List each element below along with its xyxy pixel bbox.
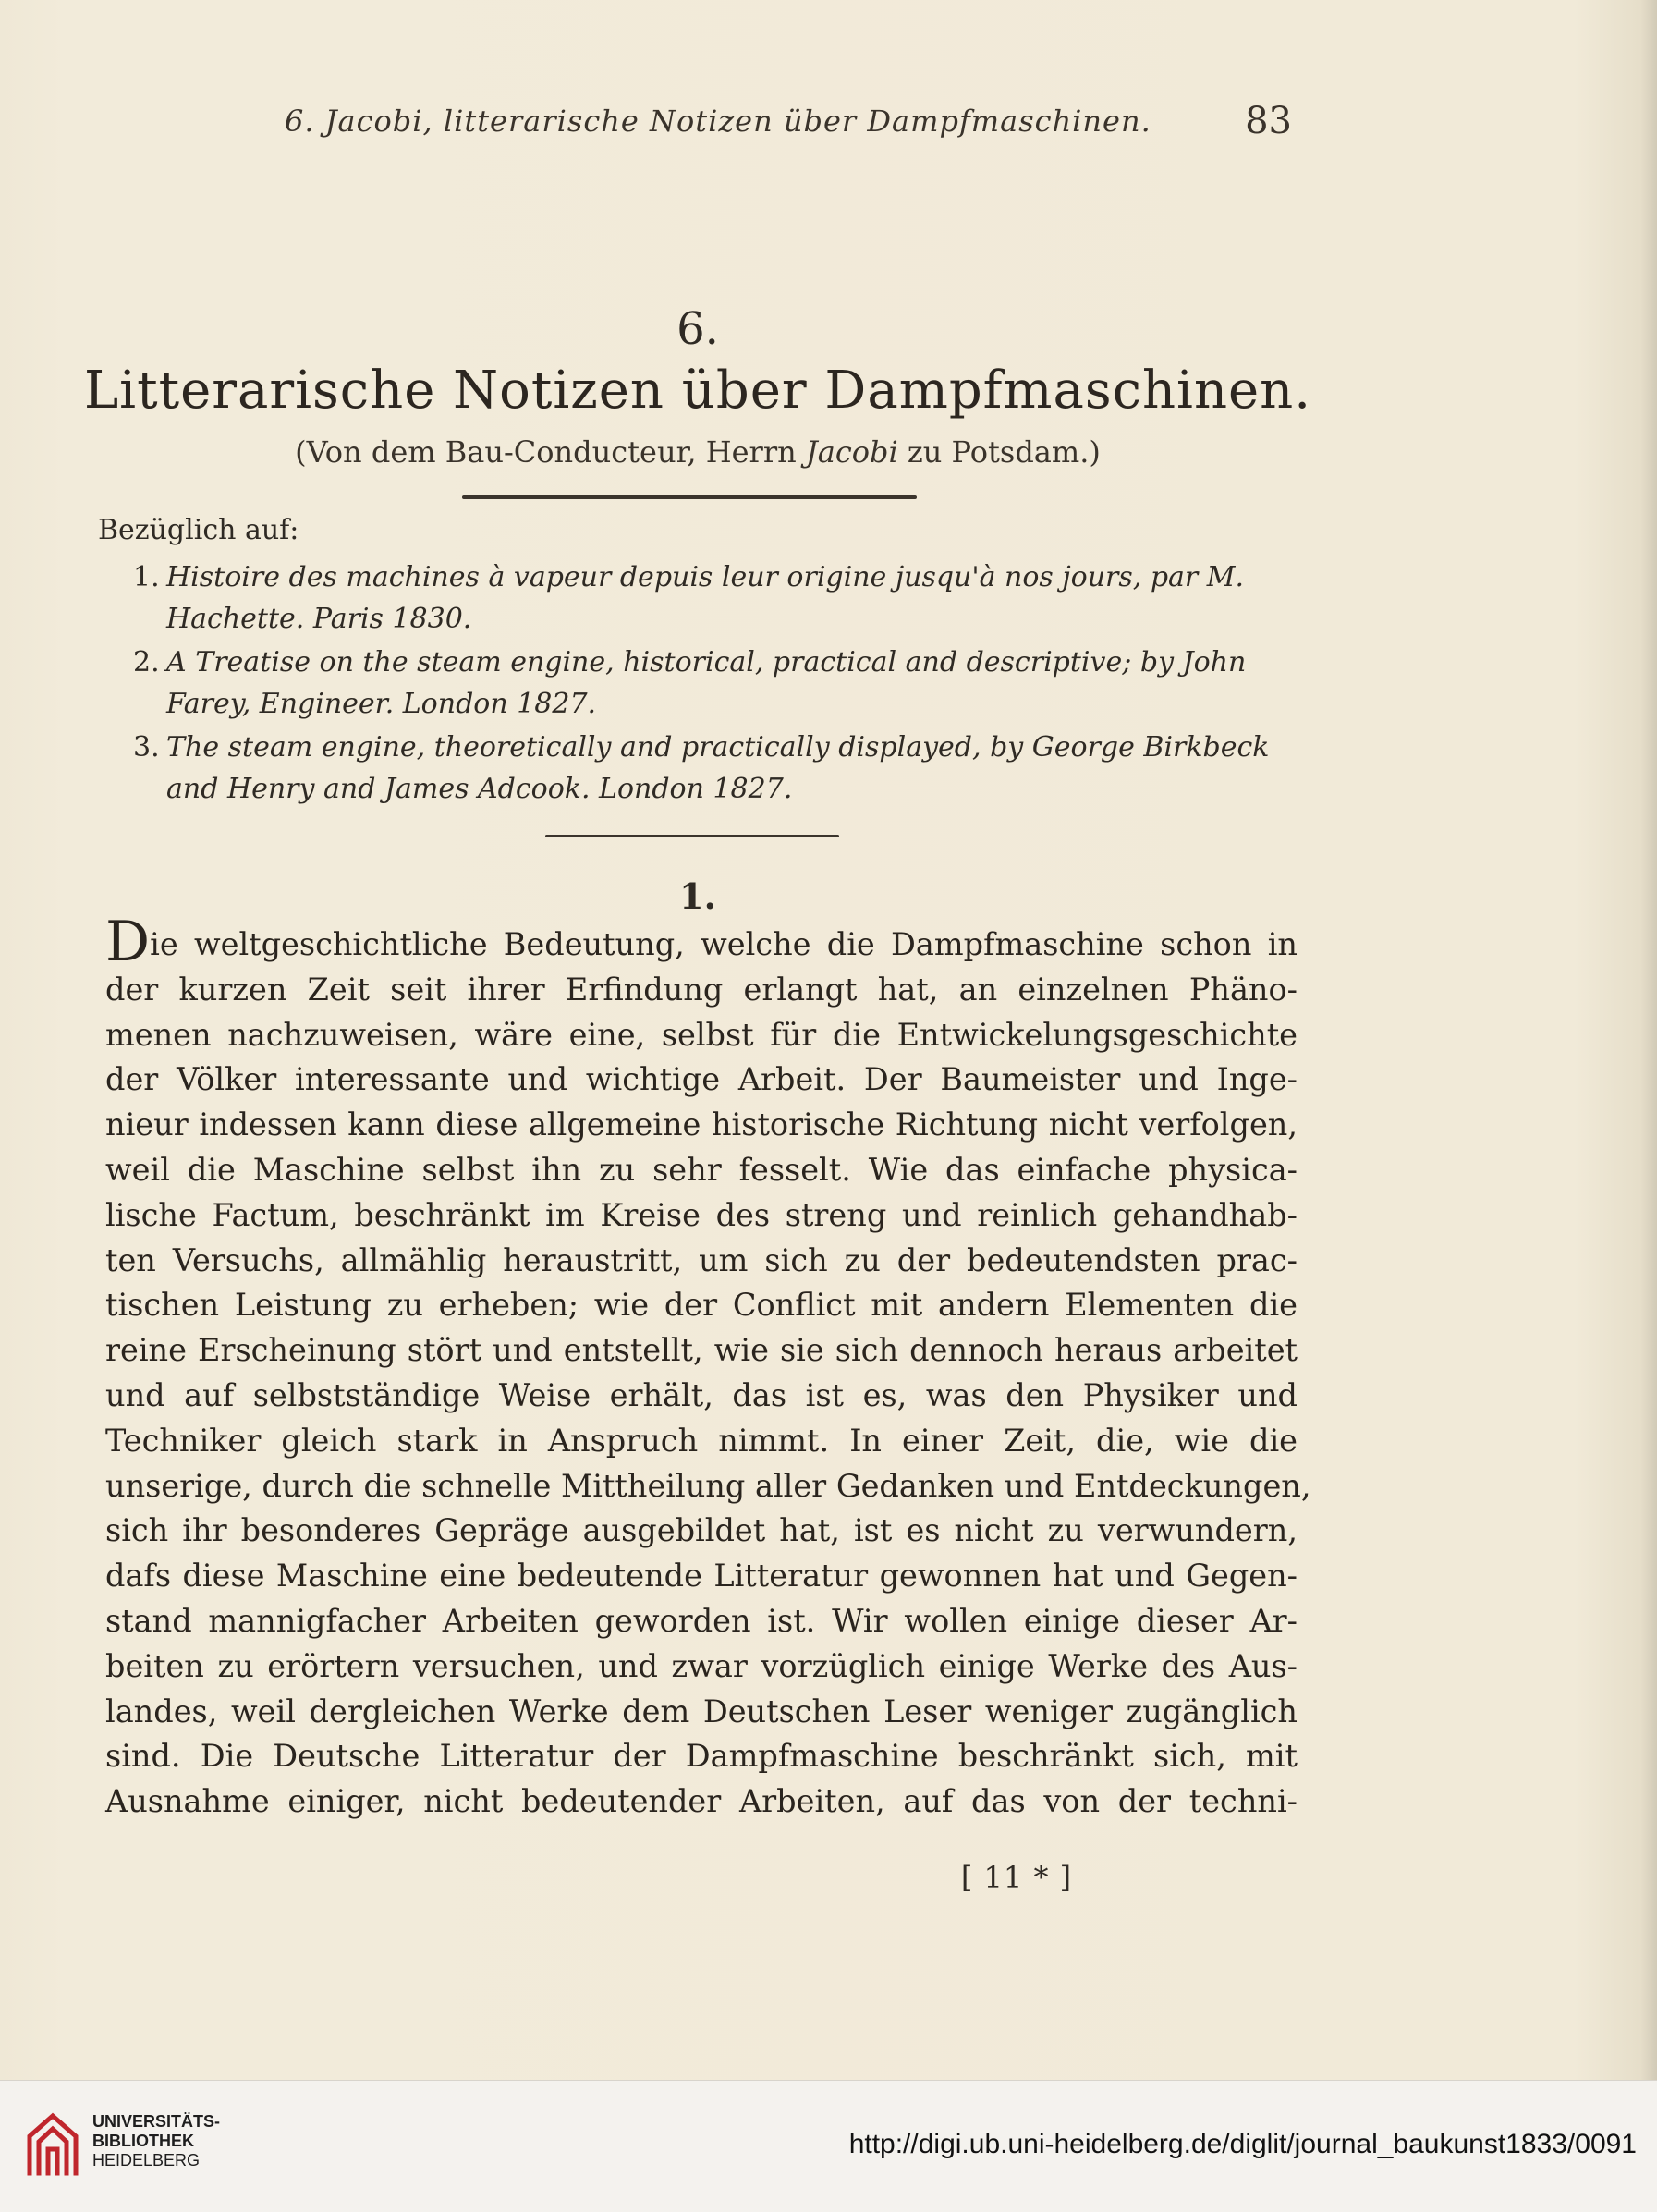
drop-cap: D: [105, 910, 151, 974]
section-divider: [545, 835, 839, 837]
text-line: dafs diese Maschine eine bedeutende Litteratur gewonnen hat und Gegen-: [105, 1558, 1298, 1595]
text-line: tischen Leistung zu erheben; wie der Conflict mit andern Elementen die: [105, 1287, 1298, 1324]
reference-item: [98, 642, 1299, 725]
text-line: unserige, durch die schnelle Mittheilung aller Gedanken und Entdeckungen,: [105, 1467, 1311, 1504]
article-title: Litterarische Notizen über Dampfmaschinen.: [83, 361, 1312, 421]
section-number: 1.: [679, 875, 716, 917]
article-number: 6.: [676, 303, 719, 355]
running-head: [285, 100, 1292, 142]
text-line: [105, 910, 1298, 974]
text-line: der Völker interessante und wichtige Arbeit. Der Baumeister und Inge-: [105, 1061, 1298, 1098]
library-name-line: BIBLIOTHEK: [92, 2132, 194, 2150]
library-name-line: HEIDELBERG: [92, 2151, 201, 2169]
byline-author: Jacobi: [805, 434, 898, 470]
reference-text: Histoire des machines à vapeur depuis leur origine jusqu'à nos jours, par M. Hachette. Paris 1830.: [166, 561, 1245, 635]
text-line: menen nachzuweisen, wäre eine, selbst für die Entwickelungsgeschichte: [105, 1016, 1298, 1053]
reference-text: A Treatise on the steam engine, historical, practical and descriptive; by John Farey, Engineer. London 1827.: [166, 646, 1247, 720]
text-line: der kurzen Zeit seit ihrer Erfindung erlangt hat, an einzelnen Phäno-: [105, 971, 1298, 1008]
text-line: stand mannigfacher Arbeiten geworden ist. Wir wollen einige dieser Ar-: [105, 1602, 1298, 1639]
reference-text: The steam engine, theoretically and practically displayed, by George Birkbeck and Henry and James Adcook. London 1827.: [166, 731, 1270, 805]
library-name-line: UNIVERSITÄTS-: [92, 2112, 221, 2131]
library-name: [92, 2112, 220, 2170]
text-line: und auf selbstständige Weise erhält, das ist es, was den Physiker und: [105, 1376, 1298, 1413]
reference-number: 2.: [133, 646, 160, 678]
text-line: reine Erscheinung stört und entstellt, wie sie sich dennoch heraus arbeitet: [105, 1332, 1298, 1369]
text-line: Ausnahme einiger, nicht bedeutender Arbeiten, auf das von der techni-: [105, 1783, 1298, 1820]
article-byline: [0, 434, 1395, 470]
byline-prefix: (Von dem Bau-Conducteur, Herrn: [295, 434, 797, 470]
text-line: sich ihr besonderes Gepräge ausgebildet hat, ist es nicht zu verwundern,: [105, 1512, 1298, 1549]
reference-item: [98, 727, 1299, 810]
text-line: ten Versuchs, allmählig heraustritt, um sich zu der bedeutendsten prac-: [105, 1241, 1298, 1278]
reference-item: [98, 556, 1299, 640]
body-text: [105, 910, 1311, 1825]
permalink-url[interactable]: http://digi.ub.uni-heidelberg.de/diglit/journal_baukunst1833/0091: [848, 2129, 1637, 2159]
running-head-text: 6. Jacobi, litterarische Notizen über Dampfmaschinen.: [285, 104, 1151, 139]
reference-number: 1.: [133, 561, 160, 593]
viewer-footer: [0, 2080, 1657, 2212]
references-heading: Bezüglich auf:: [98, 514, 299, 546]
text-line: landes, weil dergleichen Werke dem Deutschen Leser weniger zugänglich: [105, 1693, 1298, 1729]
page-number: 83: [1245, 100, 1292, 142]
text-line: sind. Die Deutsche Litteratur der Dampfmaschine beschränkt sich, mit: [105, 1738, 1298, 1775]
byline-suffix: zu Potsdam.): [907, 434, 1101, 470]
text-line: weil die Maschine selbst ihn zu sehr fesselt. Wie das einfache physica-: [105, 1151, 1298, 1188]
text-line: Techniker gleich stark in Anspruch nimmt. In einer Zeit, die, wie die: [105, 1422, 1298, 1459]
text-line: beiten zu erörtern versuchen, und zwar vorzüglich einige Werke des Aus-: [105, 1647, 1298, 1684]
text-line: nieur indessen kann diese allgemeine historische Richtung nicht verfolgen,: [105, 1106, 1298, 1143]
text-line-content: ie weltgeschichtliche Bedeutung, welche die Dampfmaschine schon in: [150, 926, 1298, 962]
text-line: lische Factum, beschränkt im Kreise des streng und reinlich gehandhab-: [105, 1196, 1298, 1233]
title-divider: [462, 495, 917, 499]
reference-number: 3.: [133, 731, 160, 764]
signature-mark: [ 11 * ]: [960, 1860, 1073, 1895]
library-logo-icon: [20, 2108, 85, 2182]
references-list: [98, 556, 1299, 812]
